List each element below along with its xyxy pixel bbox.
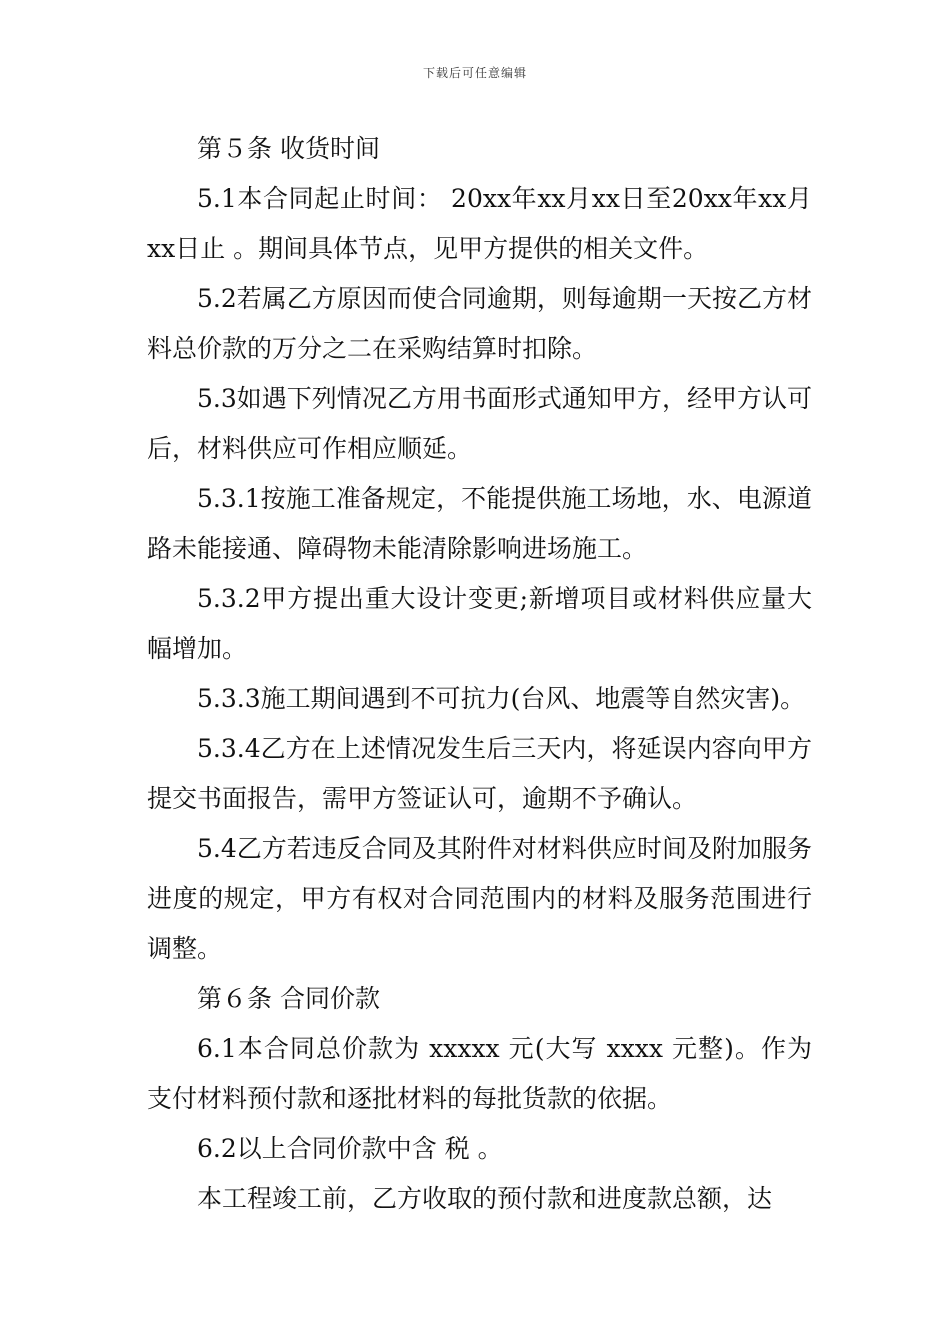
document-body [147,124,812,1224]
section-heading-5: 第５条 收货时间 [197,134,380,163]
clause-6-1: 6.1本合同总价款为 xxxxx 元(大写 xxxx 元整)。作为支付材料预付款和逐批材料的每批货款的依据。 [147,1034,812,1113]
clause-5-1: 5.1本合同起止时间： 20xx年xx月xx日至20xx年xx月xx日止 。期间具体节点，见甲方提供的相关文件。 [147,184,812,263]
clause-5-3-2: 5.3.2甲方提出重大设计变更;新增项目或材料供应量大幅增加。 [147,584,812,663]
paragraph-completion-payment: 本工程竣工前，乙方收取的预付款和进度款总额，达 [197,1184,773,1213]
clause-5-3-4: 5.3.4乙方在上述情况发生后三天内，将延误内容向甲方提交书面报告，需甲方签证认可，逾期不予确认。 [147,734,812,813]
section-heading-6: 第６条 合同价款 [197,984,380,1013]
clause-5-3-1: 5.3.1按施工准备规定，不能提供施工场地，水、电源道路未能接通、障碍物未能清除影响进场施工。 [147,484,812,563]
clause-5-3-3: 5.3.3施工期间遇到不可抗力(台风、地震等自然灾害)。 [197,684,806,713]
clause-6-2: 6.2以上合同价款中含 税 。 [197,1134,503,1163]
clause-5-3: 5.3如遇下列情况乙方用书面形式通知甲方，经甲方认可后，材料供应可作相应顺延。 [147,384,812,463]
page-header: 下载后可任意编辑 [422,66,527,80]
clause-5-4: 5.4乙方若违反合同及其附件对材料供应时间及附加服务进度的规定，甲方有权对合同范围内的材料及服务范围进行调整。 [147,834,812,963]
clause-5-2: 5.2若属乙方原因而使合同逾期，则每逾期一天按乙方材料总价款的万分之二在采购结算时扣除。 [147,284,812,363]
